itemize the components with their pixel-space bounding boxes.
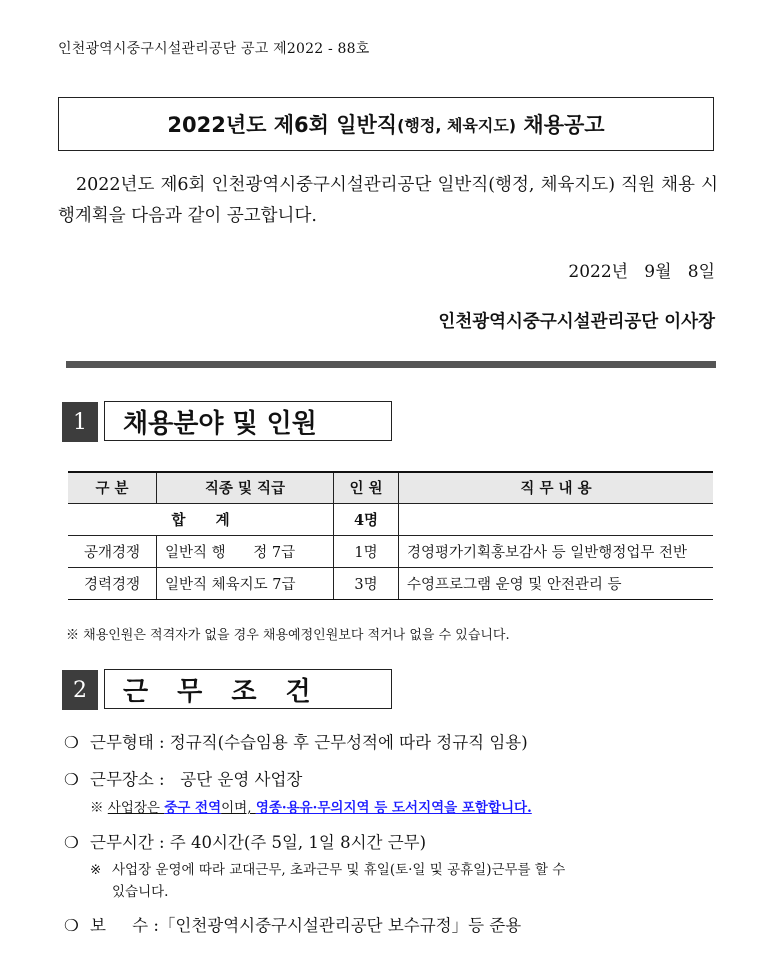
row-position: 일반직 행 정 7급 (157, 535, 334, 567)
row-category: 경력경쟁 (68, 567, 157, 599)
note-prefix: 사업장은 (107, 800, 165, 816)
row-position: 일반직 체육지도 7급 (157, 567, 334, 599)
note-line2: 있습니다. (112, 884, 169, 900)
section1-number: 1 (62, 402, 98, 442)
note-line1: 사업장 운영에 따라 교대근무, 초과근무 및 휴일(토·일 및 공휴일)근무를 할 수 (112, 862, 566, 878)
bullet-circle-icon: ❍ (64, 916, 79, 935)
issuer-name: 인천광역시중구시설관리공단 이사장 (438, 312, 715, 332)
condition-label: 보 수 (90, 916, 149, 935)
header-position: 직종 및 직급 (157, 472, 334, 503)
row-category: 공개경쟁 (68, 535, 157, 567)
note-highlight-islands: 영종·용유·무의지역 등 도서지역을 포함합니다. (255, 800, 532, 816)
intro-paragraph: 2022년도 제6회 인천광역시중구시설관리공단 일반직(행정, 체육지도) 직원 채용 시행계획을 다음과 같이 공고합니다. (58, 175, 718, 226)
header-category: 구 분 (68, 472, 157, 503)
announcement-date: 2022년 9월 8일 (568, 262, 715, 282)
row-count: 1명 (334, 535, 399, 567)
row-duty: 경영평가기획홍보감사 등 일반행정업무 전반 (399, 535, 714, 567)
condition-item-workplace (64, 766, 302, 790)
bullet-circle-icon: ❍ (64, 833, 79, 852)
title-paren: (행정, 체육지도) (397, 115, 517, 135)
header-duty: 직 무 내 용 (399, 472, 714, 503)
condition-item-work-hours (64, 829, 426, 853)
workplace-note (90, 796, 532, 816)
condition-text: :「인천광역시중구시설관리공단 보수규정」등 준용 (148, 916, 522, 935)
bullet-circle-icon: ❍ (64, 733, 79, 752)
notice-number: 인천광역시중구시설관리공단 공고 제2022 - 88호 (58, 41, 370, 57)
title-main-part2: 채용공고 (516, 113, 605, 137)
note-middle: 이며, (221, 800, 256, 816)
total-count: 4명 (334, 503, 399, 535)
condition-item-employment-type (64, 729, 528, 753)
table-row (68, 535, 713, 567)
condition-text: 근무시간 : 주 40시간(주 5일, 1일 8시간 근무) (90, 833, 427, 852)
bullet-circle-icon: ❍ (64, 770, 79, 789)
total-duty (399, 503, 714, 535)
note-mark: ※ (90, 800, 104, 816)
header-count: 인 원 (334, 472, 399, 503)
total-label: 합 계 (68, 503, 334, 535)
announcement-title-box (58, 97, 714, 151)
title-main-part1: 2022년도 제6회 일반직 (167, 113, 398, 137)
section2-title: 근 무 조 건 (104, 669, 392, 709)
table-footnote: ※ 채용인원은 적격자가 없을 경우 채용예정인원보다 적거나 없을 수 있습니다. (66, 628, 510, 643)
table-total-row (68, 503, 713, 535)
work-hours-note (90, 859, 720, 903)
note-mark: ※ (90, 862, 102, 878)
condition-item-salary (64, 912, 521, 936)
section-divider (66, 361, 716, 368)
row-duty: 수영프로그램 운영 및 안전관리 등 (399, 567, 714, 599)
row-count: 3명 (334, 567, 399, 599)
section1-title: 채용분야 및 인원 (104, 401, 392, 441)
section2-number: 2 (62, 670, 98, 710)
condition-text: 근무형태 : 정규직(수습임용 후 근무성적에 따라 정규직 임용) (90, 733, 528, 752)
recruitment-table (68, 471, 713, 600)
note-highlight-area: 중구 전역 (164, 800, 222, 816)
table-row (68, 567, 713, 599)
condition-text: 근무장소 : 공단 운영 사업장 (90, 770, 303, 789)
table-header-row (68, 472, 713, 503)
